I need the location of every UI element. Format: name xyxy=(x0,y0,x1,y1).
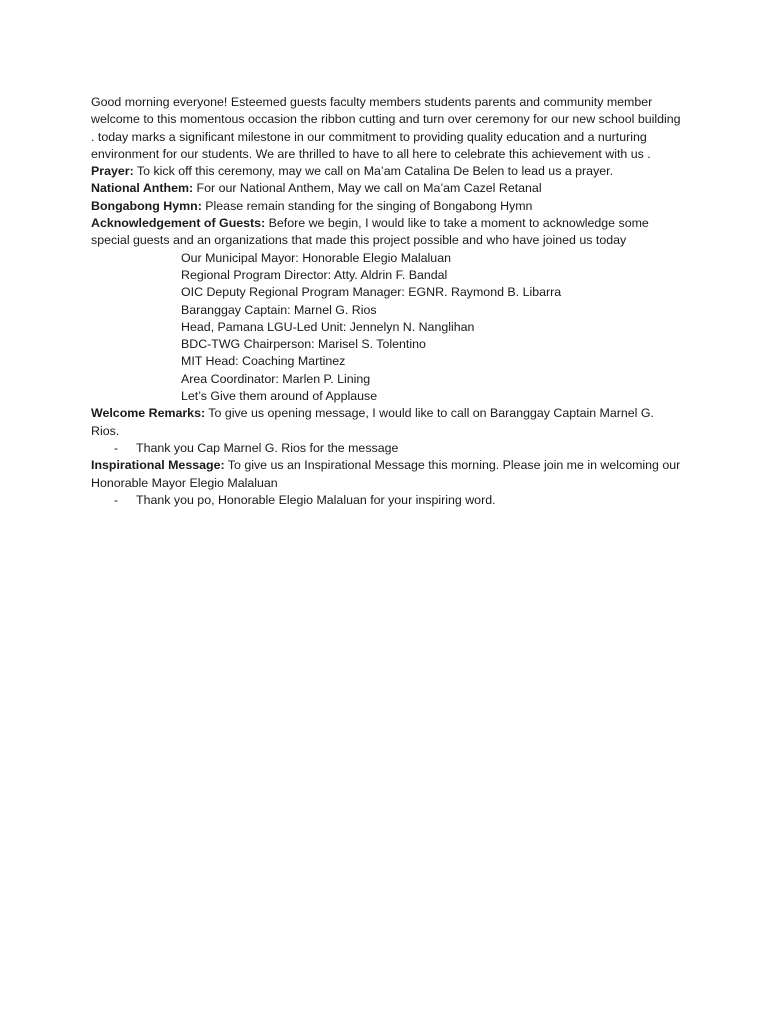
guest-item: MIT Head: Coaching Martinez xyxy=(181,354,346,369)
guest-item: Area Coordinator: Marlen P. Lining xyxy=(181,371,371,386)
welcome-label: Welcome Remarks: xyxy=(91,406,206,421)
guest-item: Our Municipal Mayor: Honorable Elegio Malaluan xyxy=(181,250,451,265)
inspirational-bullet-text: Thank you po, Honorable Elegio Malaluan for your inspiring word. xyxy=(136,492,496,507)
welcome-bullet-text: Thank you Cap Marnel G. Rios for the message xyxy=(136,440,399,455)
inspirational-paragraph xyxy=(91,457,681,492)
inspirational-text: To give us an Inspirational Message this morning. Please join me in welcoming our Honorable Mayor Elegio Malaluan xyxy=(91,458,681,490)
welcome-paragraph xyxy=(91,405,681,440)
anthem-line xyxy=(91,180,681,197)
applause-line: Let’s Give them around of Applause xyxy=(181,389,378,404)
welcome-bullet-list xyxy=(91,440,681,457)
hymn-text: Please remain standing for the singing of Bongabong Hymn xyxy=(201,198,533,213)
guest-item: Head, Pamana LGU-Led Unit: Jennelyn N. Nanglihan xyxy=(181,319,475,334)
hymn-line xyxy=(91,198,681,215)
intro-paragraph: Good morning everyone! Esteemed guests faculty members students parents and community member welcome to this momentous occasion the ribbon cutting and turn over ceremony for our new school building . today marks a significant milestone in our commitment to providing quality education and a nurturing environment for our students. We are thrilled to have to all here to celebrate this achievement with us . xyxy=(91,95,681,161)
hymn-label: Bongabong Hymn: xyxy=(91,198,202,213)
document-page xyxy=(91,94,681,509)
prayer-label: Prayer: xyxy=(91,164,134,179)
acknowledgement-label: Acknowledgement of Guests: xyxy=(91,216,266,231)
anthem-text: For our National Anthem, May we call on Ma’am Cazel Retanal xyxy=(193,181,542,196)
guest-item: OIC Deputy Regional Program Manager: EGNR. Raymond B. Libarra xyxy=(181,285,562,300)
inspirational-label: Inspirational Message: xyxy=(91,458,225,473)
dash-marker: - xyxy=(114,440,119,455)
guest-item: Baranggay Captain: Marnel G. Rios xyxy=(181,302,377,317)
guest-item: BDC-TWG Chairperson: Marisel S. Tolentino xyxy=(181,337,426,352)
welcome-bullet xyxy=(91,440,681,457)
welcome-text: To give us opening message, I would like to call on Baranggay Captain Marnel G. Rios. xyxy=(91,406,654,438)
acknowledgement-text: Before we begin, I would like to take a moment to acknowledge some special guests and an organizations that made this project possible and who have joined us today xyxy=(91,216,649,248)
inspirational-bullet-list xyxy=(91,492,681,509)
anthem-label: National Anthem: xyxy=(91,181,194,196)
prayer-line xyxy=(91,163,681,180)
dash-marker: - xyxy=(114,492,119,507)
guest-list xyxy=(91,250,681,406)
prayer-text: To kick off this ceremony, may we call on Ma’am Catalina De Belen to lead us a prayer. xyxy=(133,164,614,179)
acknowledgement-paragraph xyxy=(91,215,681,250)
guest-item: Regional Program Director: Atty. Aldrin F. Bandal xyxy=(181,267,448,282)
inspirational-bullet xyxy=(91,492,681,509)
